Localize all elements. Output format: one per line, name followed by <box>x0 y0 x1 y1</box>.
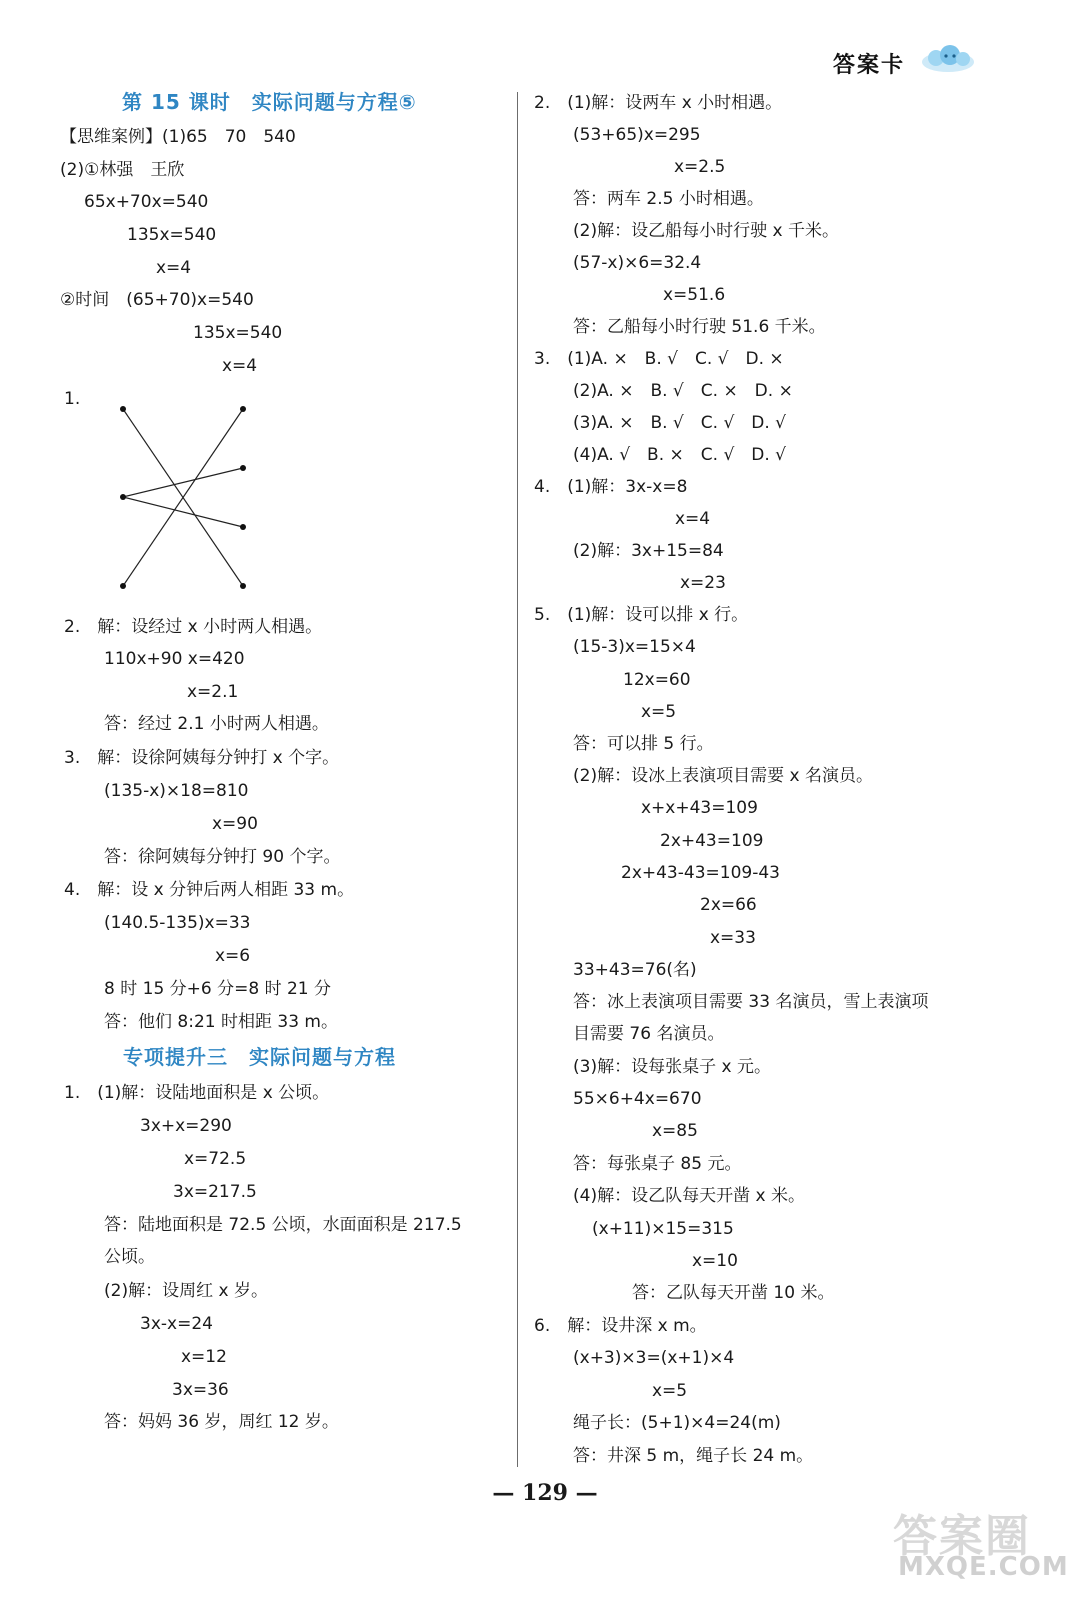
answer-line: 答：徐阿姨每分钟打 90 个字。 <box>104 847 341 867</box>
section-heading: 专项提升三 实际问题与方程 <box>123 1045 396 1069</box>
answer-line: (3)A. × B. √ C. √ D. √ <box>573 413 787 433</box>
answer-line: x=2.1 <box>187 682 239 702</box>
answer-line: x=4 <box>156 258 192 278</box>
answer-line: 答：冰上表演项目需要 33 名演员，雪上表演项 <box>573 992 929 1012</box>
answer-line: 6. 解：设井深 x m。 <box>534 1316 707 1336</box>
answer-line: 2x+43-43=109-43 <box>621 863 780 883</box>
answer-line: x+x+43=109 <box>641 798 758 818</box>
answer-line: 2. 解：设经过 x 小时两人相遇。 <box>64 617 323 637</box>
answer-line: x=12 <box>181 1347 227 1367</box>
answer-line: (57-x)×6=32.4 <box>573 253 702 273</box>
answer-line: 3x+x=290 <box>140 1116 232 1136</box>
answer-line: (2)解：设冰上表演项目需要 x 名演员。 <box>573 766 873 786</box>
answer-card-label: 答案卡 <box>833 53 906 78</box>
answer-line: 3. 解：设徐阿姨每分钟打 x 个字。 <box>64 748 340 768</box>
answer-line: (4)A. √ B. × C. √ D. √ <box>573 445 787 465</box>
answer-line: x=2.5 <box>674 157 726 177</box>
answer-line: x=51.6 <box>663 285 726 305</box>
answer-line: 答：陆地面积是 72.5 公顷，水面面积是 217.5 <box>104 1215 462 1235</box>
answer-line: 3x-x=24 <box>140 1314 213 1334</box>
answer-line: x=33 <box>710 928 756 948</box>
answer-line: (2)解：设乙船每小时行驶 x 千米。 <box>573 221 839 241</box>
answer-line: ②时间 (65+70)x=540 <box>60 290 254 310</box>
answer-line: (3)解：设每张桌子 x 元。 <box>573 1057 771 1077</box>
answer-line: 135x=540 <box>193 323 283 343</box>
answer-line: 135x=540 <box>127 225 217 245</box>
cloud-decoration-icon <box>918 44 978 76</box>
answer-line: 3x=217.5 <box>173 1182 257 1202</box>
answer-line: x=4 <box>675 509 711 529</box>
watermark-url: MXQE.COM <box>898 1552 1069 1582</box>
answer-line: 3. (1)A. × B. √ C. √ D. × <box>534 349 784 369</box>
answer-line: 答：井深 5 m，绳子长 24 m。 <box>573 1446 814 1466</box>
answer-line: 答：两车 2.5 小时相遇。 <box>573 189 764 209</box>
answer-line: (53+65)x=295 <box>573 125 701 145</box>
answer-line: x=5 <box>641 702 677 722</box>
answer-line: x=10 <box>692 1251 738 1271</box>
answer-line: x=23 <box>680 573 726 593</box>
answer-line: 1. <box>64 389 81 409</box>
answer-line: 55×6+4x=670 <box>573 1089 702 1109</box>
answer-line: (2)A. × B. √ C. × D. × <box>573 381 793 401</box>
answer-line: x=5 <box>652 1381 688 1401</box>
answer-line: 2x=66 <box>700 895 757 915</box>
answer-line: x=6 <box>215 946 251 966</box>
answer-line: 答：可以排 5 行。 <box>573 734 714 754</box>
answer-line: 答：他们 8:21 时相距 33 m。 <box>104 1012 338 1032</box>
matching-lines-figure <box>108 396 258 596</box>
answer-line: 答：经过 2.1 小时两人相遇。 <box>104 714 329 734</box>
answer-line: 绳子长：(5+1)×4=24(m) <box>573 1413 781 1433</box>
answer-line: 2x+43=109 <box>660 831 764 851</box>
answer-line: (135-x)×18=810 <box>104 781 249 801</box>
answer-line: (2)解：设周红 x 岁。 <box>104 1281 268 1301</box>
answer-line: (15-3)x=15×4 <box>573 637 696 657</box>
answer-line: (x+3)×3=(x+1)×4 <box>573 1348 735 1368</box>
answer-line: 目需要 76 名演员。 <box>573 1024 725 1044</box>
answer-line: 3x=36 <box>172 1380 229 1400</box>
answer-line: 12x=60 <box>623 670 691 690</box>
answer-line: (2)①林强 王欣 <box>60 160 185 180</box>
answer-line: (4)解：设乙队每天开凿 x 米。 <box>573 1186 805 1206</box>
watermark-logo: 答案圈 <box>893 1511 1031 1562</box>
answer-line: (2)解：3x+15=84 <box>573 541 724 561</box>
answer-line: 33+43=76(名) <box>573 960 697 980</box>
answer-line: 65x+70x=540 <box>84 192 209 212</box>
answer-line: 答：乙队每天开凿 10 米。 <box>632 1283 835 1303</box>
answer-line: 5. (1)解：设可以排 x 行。 <box>534 605 749 625</box>
answer-line: (140.5-135)x=33 <box>104 913 251 933</box>
answer-line: 答：妈妈 36 岁，周红 12 岁。 <box>104 1412 339 1432</box>
answer-line: x=72.5 <box>184 1149 247 1169</box>
answer-line: 4. (1)解：3x-x=8 <box>534 477 688 497</box>
answer-line: 1. (1)解：设陆地面积是 x 公顷。 <box>64 1083 330 1103</box>
answer-line: 8 时 15 分+6 分=8 时 21 分 <box>104 979 332 999</box>
answer-line: (x+11)×15=315 <box>592 1219 734 1239</box>
answer-line: x=85 <box>652 1121 698 1141</box>
answer-line: x=90 <box>212 814 258 834</box>
answer-line: 公顷。 <box>104 1247 155 1267</box>
column-divider <box>517 92 518 1467</box>
answer-line: 答：乙船每小时行驶 51.6 千米。 <box>573 317 826 337</box>
answer-line: 110x+90 x=420 <box>104 649 245 669</box>
answer-line: 4. 解：设 x 分钟后两人相距 33 m。 <box>64 880 355 900</box>
page-number: — 129 — <box>492 1480 598 1506</box>
section-heading: 第 15 课时 实际问题与方程⑤ <box>122 90 417 114</box>
answer-line: 【思维案例】(1)65 70 540 <box>60 127 296 147</box>
answer-line: x=4 <box>222 356 258 376</box>
answer-line: 2. (1)解：设两车 x 小时相遇。 <box>534 93 783 113</box>
answer-line: 答：每张桌子 85 元。 <box>573 1154 742 1174</box>
